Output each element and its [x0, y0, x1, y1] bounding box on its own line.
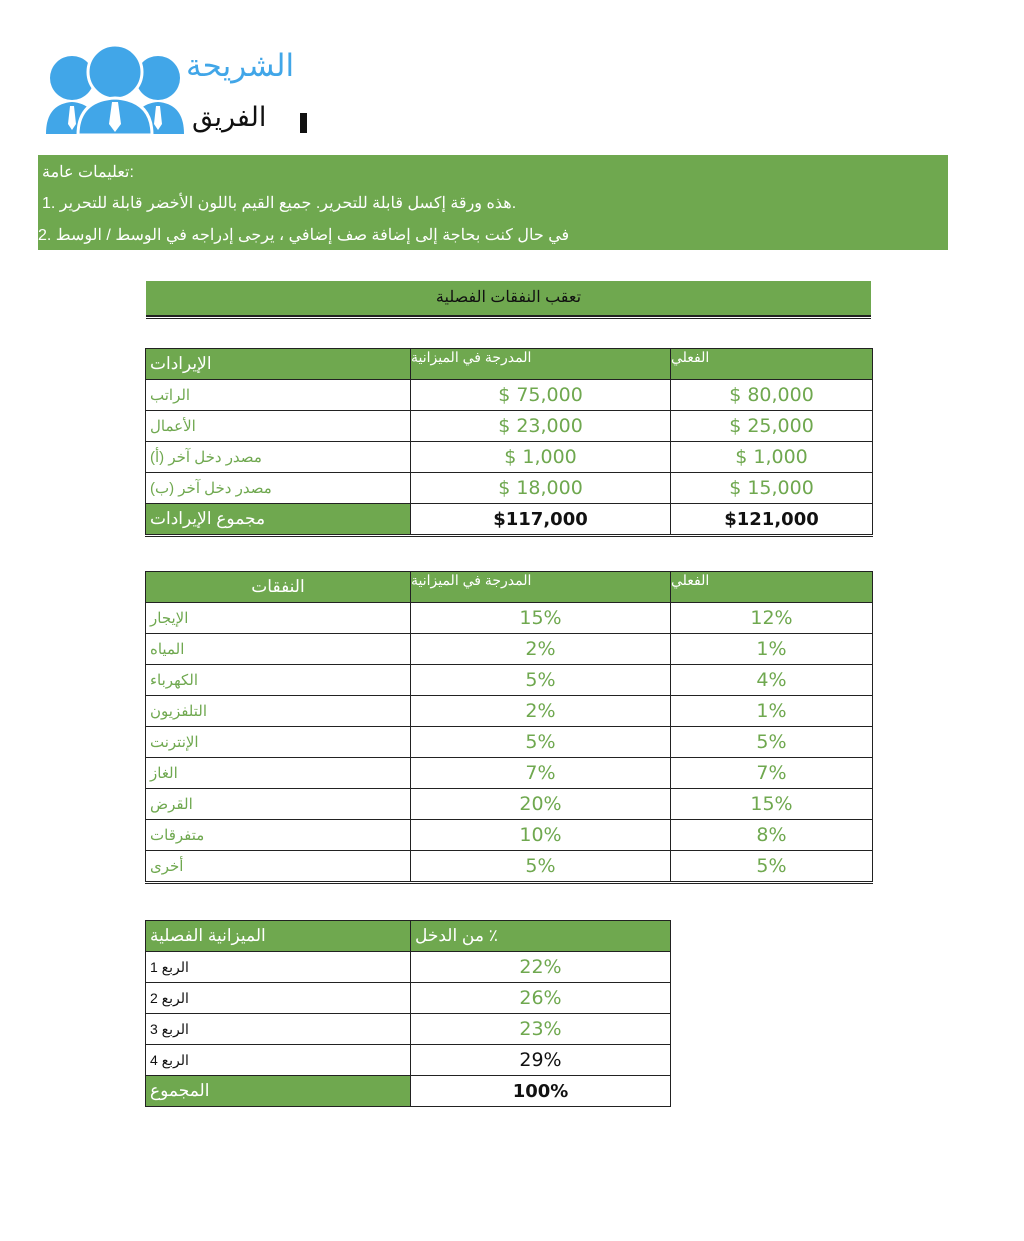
- quarter-value-cell[interactable]: 26%: [411, 983, 671, 1014]
- income-actual-cell[interactable]: $ 15,000: [671, 473, 873, 504]
- income-budget-cell[interactable]: $ 18,000: [411, 473, 671, 504]
- income-header-label: الإيرادات: [146, 349, 411, 380]
- instructions-box: [38, 155, 948, 250]
- expense-actual-cell[interactable]: 12%: [671, 603, 873, 634]
- expense-label-cell[interactable]: الغاز: [146, 758, 411, 789]
- table-row: [146, 851, 873, 883]
- instructions-line-1: 1. هذه ورقة إكسل قابلة للتحرير. جميع القيم باللون الأخضر قابلة للتحرير.: [42, 195, 517, 212]
- income-label-cell[interactable]: الراتب: [146, 380, 411, 411]
- income-budget-cell[interactable]: $ 75,000: [411, 380, 671, 411]
- table-row: [146, 442, 873, 473]
- expense-budget-cell[interactable]: 2%: [411, 696, 671, 727]
- quarter-value-cell[interactable]: 23%: [411, 1014, 671, 1045]
- income-budget-cell[interactable]: $ 23,000: [411, 411, 671, 442]
- expense-header-budget: المدرجة في الميزانية: [411, 572, 671, 603]
- expense-budget-cell[interactable]: 10%: [411, 820, 671, 851]
- quarter-value-cell[interactable]: 29%: [411, 1045, 671, 1076]
- income-header-row: [146, 349, 873, 380]
- table-row: [146, 411, 873, 442]
- table-row: [146, 696, 873, 727]
- quarter-header-row: [146, 921, 671, 952]
- table-row: [146, 952, 671, 983]
- income-header-actual: الفعلي: [671, 349, 873, 380]
- section-title-bar: [146, 281, 871, 315]
- income-label-cell[interactable]: الأعمال: [146, 411, 411, 442]
- table-row: [146, 380, 873, 411]
- expense-actual-cell[interactable]: 4%: [671, 665, 873, 696]
- quarter-table: [145, 920, 671, 1107]
- table-row: [146, 1014, 671, 1045]
- team-people-icon: [44, 44, 186, 136]
- expense-actual-cell[interactable]: 7%: [671, 758, 873, 789]
- expense-actual-cell[interactable]: 1%: [671, 634, 873, 665]
- expense-budget-cell[interactable]: 20%: [411, 789, 671, 820]
- expense-label-cell[interactable]: الإنترنت: [146, 727, 411, 758]
- expense-label-cell[interactable]: الكهرباء: [146, 665, 411, 696]
- income-actual-cell[interactable]: $ 1,000: [671, 442, 873, 473]
- expense-budget-cell[interactable]: 5%: [411, 727, 671, 758]
- quarter-total-label: المجموع: [146, 1076, 411, 1107]
- quarter-label-cell[interactable]: الربع 4: [146, 1045, 411, 1076]
- expense-actual-cell[interactable]: 1%: [671, 696, 873, 727]
- expense-label-cell[interactable]: المياه: [146, 634, 411, 665]
- expense-actual-cell[interactable]: 5%: [671, 727, 873, 758]
- quarter-total-row: [146, 1076, 671, 1107]
- income-label-cell[interactable]: مصدر دخل آخر (ب): [146, 473, 411, 504]
- title-marker: [300, 113, 307, 133]
- income-actual-cell[interactable]: $ 25,000: [671, 411, 873, 442]
- expense-actual-cell[interactable]: 8%: [671, 820, 873, 851]
- section-title: تعقب النفقات الفصلية: [435, 289, 582, 306]
- income-total-row: [146, 504, 873, 536]
- income-total-actual: $121,000: [671, 504, 873, 536]
- income-header-budget: المدرجة في الميزانية: [411, 349, 671, 380]
- expense-header-actual: الفعلي: [671, 572, 873, 603]
- income-budget-cell[interactable]: $ 1,000: [411, 442, 671, 473]
- expense-label-cell[interactable]: أخرى: [146, 851, 411, 883]
- expense-table: [145, 571, 873, 884]
- expense-header-row: [146, 572, 873, 603]
- income-table: [145, 348, 873, 537]
- slide-title: الشريحة: [186, 48, 295, 84]
- expense-label-cell[interactable]: متفرقات: [146, 820, 411, 851]
- title-divider-2: [146, 318, 871, 319]
- instructions-heading: تعليمات عامة:: [42, 164, 134, 181]
- table-row: [146, 665, 873, 696]
- quarter-label-cell[interactable]: الربع 3: [146, 1014, 411, 1045]
- income-actual-cell[interactable]: $ 80,000: [671, 380, 873, 411]
- quarter-label-cell[interactable]: الربع 2: [146, 983, 411, 1014]
- table-row: [146, 758, 873, 789]
- table-row: [146, 789, 873, 820]
- expense-label-cell[interactable]: القرض: [146, 789, 411, 820]
- expense-actual-cell[interactable]: 15%: [671, 789, 873, 820]
- income-total-label: مجموع الإيرادات: [146, 504, 411, 536]
- income-label-cell[interactable]: مصدر دخل آخر (أ): [146, 442, 411, 473]
- instructions-line-2: 2. في حال كنت بحاجة إلى إضافة صف إضافي ، يرجى إدراجه في الوسط / الوسط: [38, 227, 570, 244]
- expense-budget-cell[interactable]: 2%: [411, 634, 671, 665]
- expense-budget-cell[interactable]: 5%: [411, 851, 671, 883]
- table-row: [146, 473, 873, 504]
- quarter-label-cell[interactable]: الربع 1: [146, 952, 411, 983]
- table-row: [146, 634, 873, 665]
- table-row: [146, 983, 671, 1014]
- table-row: [146, 820, 873, 851]
- table-row: [146, 603, 873, 634]
- expense-header-label: النفقات: [146, 572, 411, 603]
- expense-actual-cell[interactable]: 5%: [671, 851, 873, 883]
- quarter-header-percent: من الدخل ٪: [411, 921, 671, 952]
- expense-budget-cell[interactable]: 5%: [411, 665, 671, 696]
- table-row: [146, 1045, 671, 1076]
- expense-label-cell[interactable]: التلفزيون: [146, 696, 411, 727]
- team-subtitle: الفريق: [192, 102, 267, 133]
- quarter-total-value: 100%: [411, 1076, 671, 1107]
- income-total-budget: $117,000: [411, 504, 671, 536]
- quarter-header-label: الميزانية الفصلية: [146, 921, 411, 952]
- quarter-value-cell[interactable]: 22%: [411, 952, 671, 983]
- expense-budget-cell[interactable]: 7%: [411, 758, 671, 789]
- table-row: [146, 727, 873, 758]
- title-divider: [146, 315, 871, 317]
- expense-label-cell[interactable]: الإيجار: [146, 603, 411, 634]
- expense-budget-cell[interactable]: 15%: [411, 603, 671, 634]
